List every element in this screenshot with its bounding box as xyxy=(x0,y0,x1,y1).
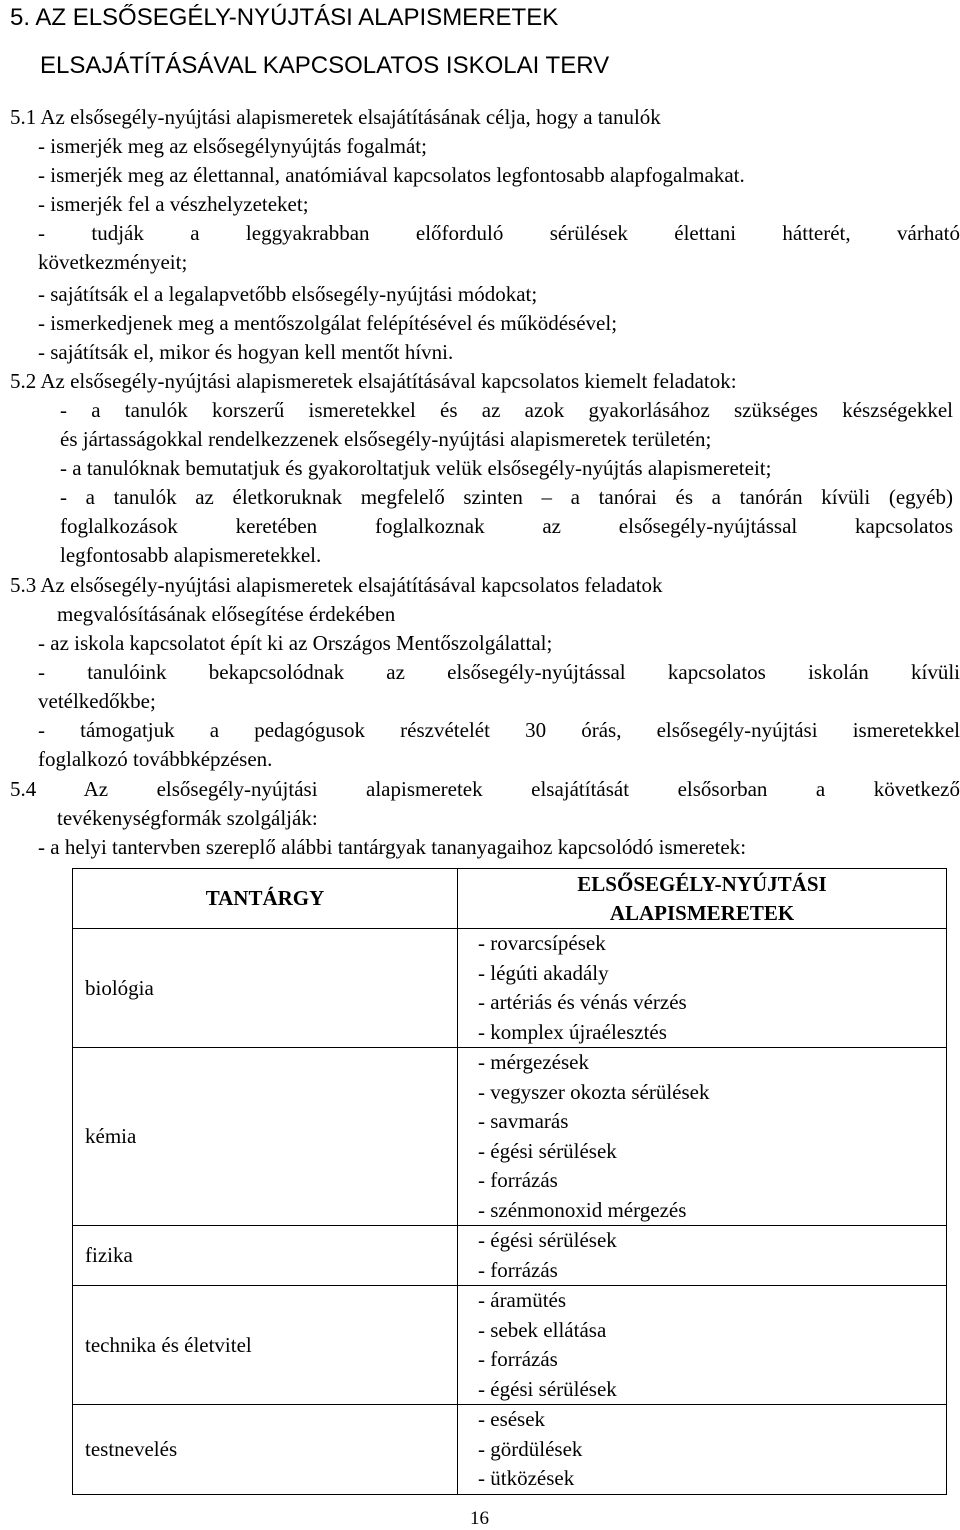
header-topics xyxy=(458,869,947,929)
section-5-3-intro-cont: megvalósításának elősegítése érdekében xyxy=(57,602,396,626)
topic-item: - légúti akadály xyxy=(478,960,609,985)
list-item: - ismerjék fel a vészhelyzeteket; xyxy=(38,192,309,216)
topic-item: - gördülések xyxy=(478,1436,583,1461)
subject-cell: testnevelés xyxy=(73,1405,458,1495)
list-item: - tudják a leggyakrabban előforduló sérülések élettani hátterét, várható xyxy=(38,221,960,245)
list-item: - tanulóink bekapcsolódnak az elsősegély-nyújtással kapcsolatos iskolán kívüli xyxy=(38,660,960,684)
list-item: - a tanulóknak bemutatjuk és gyakoroltatjuk velük elsősegély-nyújtás alapismereteit; xyxy=(60,456,772,480)
section-5-3-intro: 5.3 Az elsősegély-nyújtási alapismeretek elsajátításával kapcsolatos feladatok xyxy=(10,573,663,597)
list-item-continuation: következményeit; xyxy=(38,250,188,274)
list-item: - a helyi tantervben szereplő alábbi tantárgyak tananyagaihoz kapcsolódó ismeretek: xyxy=(38,835,747,859)
table-row xyxy=(73,1226,947,1286)
topic-item: - égési sérülések xyxy=(478,1138,617,1163)
topic-item: - komplex újraélesztés xyxy=(478,1019,667,1044)
topics-cell xyxy=(458,929,947,1048)
chapter-heading-line1: 5. AZ ELSŐSEGÉLY-NYÚJTÁSI ALAPISMERETEK xyxy=(10,4,559,31)
header-topics-line1: ELSŐSEGÉLY-NYÚJTÁSI xyxy=(577,871,827,896)
subject-cell: biológia xyxy=(73,929,458,1048)
list-item: - a tanulók az életkoruknak megfelelő szinten – a tanórai és a tanórán kívüli (egyéb) xyxy=(60,485,953,509)
header-topics-line2: ALAPISMERETEK xyxy=(609,900,795,925)
topics-cell xyxy=(458,1048,947,1226)
table-row xyxy=(73,1405,947,1495)
topic-item: - szénmonoxid mérgezés xyxy=(478,1197,687,1222)
topic-item: - artériás és vénás vérzés xyxy=(478,990,687,1014)
list-item: - sajátítsák el a legalapvetőbb elsősegély-nyújtási módokat; xyxy=(38,282,538,306)
topics-cell xyxy=(458,1226,947,1286)
list-item: - ismerjék meg az elsősegélynyújtás fogalmát; xyxy=(38,134,427,158)
list-item: - az iskola kapcsolatot épít ki az Országos Mentőszolgálattal; xyxy=(38,631,553,655)
list-item: - támogatjuk a pedagógusok részvételét 30 órás, elsősegély-nyújtási ismeretekkel xyxy=(38,718,960,742)
section-5-2-intro: 5.2 Az elsősegély-nyújtási alapismeretek elsajátításával kapcsolatos kiemelt feladatok: xyxy=(10,369,737,393)
table-row xyxy=(73,1048,947,1226)
subject-cell: fizika xyxy=(73,1226,458,1286)
topic-item: - sebek ellátása xyxy=(478,1317,607,1342)
topic-item: - savmarás xyxy=(478,1109,569,1133)
section-5-4-intro: 5.4 Az elsősegély-nyújtási alapismeretek elsajátítását elsősorban a következő xyxy=(10,777,960,801)
topic-item: - ütközések xyxy=(478,1466,575,1490)
list-item: - ismerkedjenek meg a mentőszolgálat felépítésével és működésével; xyxy=(38,311,618,335)
list-item-continuation: foglalkozó továbbképzésen. xyxy=(38,747,273,771)
table-header-row xyxy=(73,869,947,929)
topics-cell xyxy=(458,1405,947,1495)
topic-item: - égési sérülések xyxy=(478,1228,617,1252)
topic-item: - áramütés xyxy=(478,1288,567,1312)
topic-item: - forrázás xyxy=(478,1168,558,1192)
topic-item: - forrázás xyxy=(478,1257,558,1282)
list-item: - ismerjék meg az élettannal, anatómiával kapcsolatos legfontosabb alapfogalmakat. xyxy=(38,163,745,187)
topic-item: - rovarcsípések xyxy=(478,931,606,955)
section-5-1-intro: 5.1 Az elsősegély-nyújtási alapismeretek elsajátításának célja, hogy a tanulók xyxy=(10,105,661,129)
header-subject: TANTÁRGY xyxy=(73,869,458,929)
subjects-table xyxy=(72,868,947,1495)
chapter-heading-line2: ELSAJÁTÍTÁSÁVAL KAPCSOLATOS ISKOLAI TERV xyxy=(40,52,610,79)
list-item: - a tanulók korszerű ismeretekkel és az azok gyakorlásához szükséges készségekkel xyxy=(60,398,953,422)
topic-item: - vegyszer okozta sérülések xyxy=(478,1079,710,1104)
topic-item: - esések xyxy=(478,1407,546,1431)
subject-cell: technika és életvitel xyxy=(73,1286,458,1405)
table-row xyxy=(73,929,947,1048)
table-row xyxy=(73,1286,947,1405)
list-item: - sajátítsák el, mikor és hogyan kell mentőt hívni. xyxy=(38,340,454,364)
topic-item: - mérgezések xyxy=(478,1050,589,1074)
list-item-continuation: foglalkozások keretében foglalkoznak az elsősegély-nyújtással kapcsolatos xyxy=(60,514,953,538)
subject-cell: kémia xyxy=(73,1048,458,1226)
topics-cell xyxy=(458,1286,947,1405)
topic-item: - forrázás xyxy=(478,1347,558,1371)
page-number: 16 xyxy=(470,1508,489,1529)
topic-item: - égési sérülések xyxy=(478,1376,617,1401)
section-5-4-intro-cont: tevékenységformák szolgálják: xyxy=(57,806,318,830)
list-item-continuation: és jártasságokkal rendelkezzenek elsősegély-nyújtási alapismeretek területén; xyxy=(60,427,712,451)
list-item-continuation: legfontosabb alapismeretekkel. xyxy=(60,543,322,567)
list-item-continuation: vetélkedőkbe; xyxy=(38,689,156,713)
